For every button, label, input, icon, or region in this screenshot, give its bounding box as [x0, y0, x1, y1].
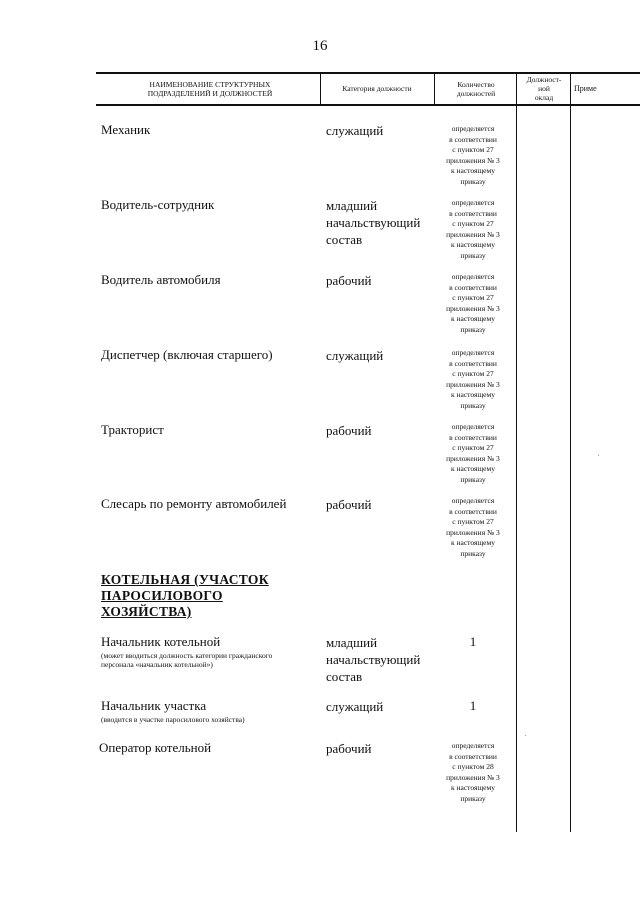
header-col-salary-line2: ной	[538, 84, 550, 93]
row-category	[326, 634, 420, 685]
row-category	[326, 197, 420, 248]
qty-line: приказу	[460, 250, 486, 260]
row-quantity-note	[428, 124, 518, 187]
qty-line: к настоящему	[450, 464, 496, 473]
category-line: служащий	[326, 348, 384, 363]
row-quantity-note	[428, 198, 518, 261]
row-name: Водитель-сотрудник	[101, 197, 215, 212]
qty-line: в соответствии	[449, 208, 497, 218]
qty-line: приказу	[460, 324, 486, 334]
category-line: младший	[326, 198, 378, 213]
row-quantity-note	[428, 348, 518, 411]
row-name: Водитель автомобиля	[101, 272, 221, 287]
header-col-quantity-line1: Количество	[457, 80, 495, 89]
header-col-salary-line3: оклад	[534, 93, 554, 102]
row-category	[326, 698, 383, 715]
qty-line: к настоящему	[450, 166, 496, 175]
category-line: состав	[326, 232, 363, 247]
row-note	[101, 715, 315, 724]
section-title-line: ПАРОСИЛОВОГО	[101, 588, 223, 603]
page-number: 16	[312, 38, 328, 54]
note-line: персонала «начальник котельной»)	[101, 660, 213, 669]
qty-line: к настоящему	[450, 314, 496, 323]
qty-line: приказу	[460, 474, 486, 484]
scan-speck	[598, 455, 599, 456]
row-name: Начальник участка	[101, 698, 207, 713]
qty-line: в соответствии	[449, 282, 497, 292]
header-col-category: Категория должности	[342, 84, 412, 93]
category-line: рабочий	[326, 497, 372, 512]
header-col-salary	[518, 75, 570, 102]
row-category	[326, 122, 383, 139]
qty-line: приложения № 3	[446, 229, 500, 239]
qty-line: в соответствии	[449, 432, 497, 442]
row-quantity-note	[428, 272, 518, 335]
qty-line: в соответствии	[449, 358, 497, 368]
qty-line: определяется	[451, 272, 495, 281]
qty-line: с пунктом 27	[452, 443, 494, 452]
category-line: рабочий	[326, 273, 372, 288]
category-line: служащий	[326, 699, 384, 714]
row-quantity-note	[428, 496, 518, 559]
section-title-line: КОТЕЛЬНАЯ (УЧАСТОК	[101, 572, 269, 587]
qty-line: приложения № 3	[446, 772, 500, 782]
qty-line: в соответствии	[449, 751, 497, 761]
category-line: служащий	[326, 123, 384, 138]
qty-line: с пунктом 28	[452, 762, 494, 771]
column-divider-4	[570, 72, 571, 832]
table-header-rule	[96, 104, 640, 106]
qty-line: с пунктом 27	[452, 219, 494, 228]
qty-line: определяется	[451, 741, 495, 750]
qty-line: приложения № 3	[446, 453, 500, 463]
qty-line: к настоящему	[450, 390, 496, 399]
qty-line: в соответствии	[449, 506, 497, 516]
note-line: (может вводиться должность категории гражданского	[101, 651, 273, 660]
qty-line: с пунктом 27	[452, 369, 494, 378]
row-quantity-note	[428, 741, 518, 804]
row-name: Слесарь по ремонту автомобилей	[101, 496, 287, 511]
qty-line: в соответствии	[449, 134, 497, 144]
table-top-rule	[96, 72, 640, 74]
row-category	[326, 347, 383, 364]
scan-speck	[525, 735, 526, 736]
qty-line: приложения № 3	[446, 379, 500, 389]
header-col-note: Приме	[574, 84, 597, 93]
row-name: Начальник котельной	[101, 634, 221, 649]
header-col-name-line1: НАИМЕНОВАНИЕ СТРУКТУРНЫХ	[149, 80, 271, 89]
row-name: Оператор котельной	[99, 740, 212, 755]
section-title	[101, 572, 269, 620]
qty-line: определяется	[451, 124, 495, 133]
qty-line: к настоящему	[450, 240, 496, 249]
header-col-salary-line1: Должност-	[526, 75, 562, 84]
category-line: рабочий	[326, 423, 372, 438]
row-category	[326, 422, 372, 439]
row-quantity: 1	[469, 698, 477, 713]
qty-line: приложения № 3	[446, 155, 500, 165]
row-note	[101, 651, 315, 669]
row-category	[326, 272, 372, 289]
row-name: Тракторист	[101, 422, 164, 437]
column-divider-1	[320, 72, 321, 106]
qty-line: определяется	[451, 348, 495, 357]
header-col-name	[110, 80, 310, 98]
row-name: Диспетчер (включая старшего)	[101, 347, 273, 362]
row-name: Механик	[101, 122, 151, 137]
qty-line: определяется	[451, 198, 495, 207]
qty-line: приказу	[460, 400, 486, 410]
category-line: рабочий	[326, 741, 372, 756]
category-line: состав	[326, 669, 363, 684]
note-line: (вводится в участке паросилового хозяйства)	[101, 715, 245, 724]
qty-line: приказу	[460, 176, 486, 186]
section-title-line: ХОЗЯЙСТВА)	[101, 604, 192, 619]
row-category	[326, 496, 372, 513]
header-col-name-line2: ПОДРАЗДЕЛЕНИЙ И ДОЛЖНОСТЕЙ	[147, 89, 273, 98]
category-line: начальствующий	[326, 652, 421, 667]
row-quantity: 1	[469, 634, 477, 649]
qty-line: с пунктом 27	[452, 293, 494, 302]
header-col-quantity-line2: должностей	[456, 89, 496, 98]
category-line: младший	[326, 635, 378, 650]
qty-line: определяется	[451, 496, 495, 505]
qty-line: приказу	[460, 793, 486, 803]
category-line: начальствующий	[326, 215, 421, 230]
qty-line: приложения № 3	[446, 527, 500, 537]
column-divider-2	[434, 72, 435, 106]
row-quantity-note	[428, 422, 518, 485]
qty-line: определяется	[451, 422, 495, 431]
qty-line: с пунктом 27	[452, 145, 494, 154]
row-category	[326, 740, 372, 757]
qty-line: к настоящему	[450, 538, 496, 547]
qty-line: с пунктом 27	[452, 517, 494, 526]
qty-line: к настоящему	[450, 783, 496, 792]
header-col-quantity	[436, 80, 516, 98]
qty-line: приказу	[460, 548, 486, 558]
qty-line: приложения № 3	[446, 303, 500, 313]
